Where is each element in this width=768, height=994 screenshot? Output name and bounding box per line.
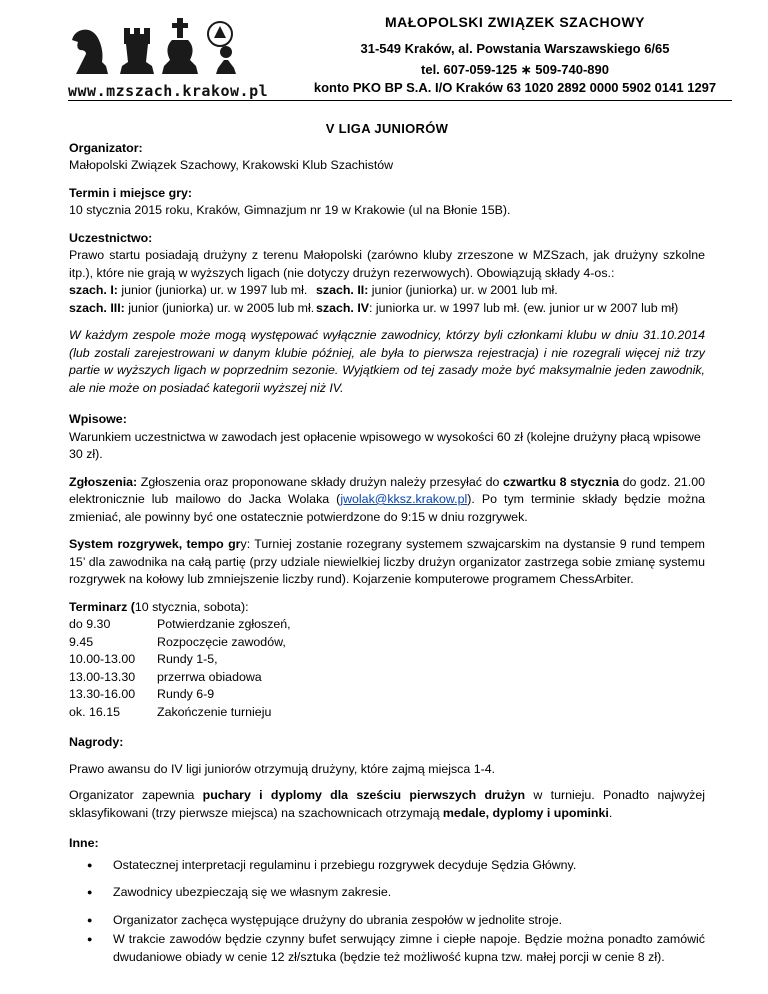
schedule-event: Rundy 6-9 — [157, 687, 215, 701]
section-fees — [69, 411, 705, 464]
board-text: : juniorka ur. w 1997 lub mł. (ew. junior ur w 2007 lub mł) — [369, 300, 679, 315]
org-bank-account: konto PKO BP S.A. I/O Kraków 63 1020 2892 0000 5902 0141 1297 — [313, 80, 717, 95]
system-heading: System rozgrywek, tempo gr — [69, 537, 241, 551]
schedule-time: 10.00-13.00 — [69, 652, 136, 666]
boards-row-1 — [69, 282, 705, 300]
board-label: szach. I: — [69, 283, 118, 297]
applications-text-2: do godz. 21.00 elektronicznie lub mailowo do Jacka Wolaka ( — [69, 474, 705, 506]
prizes-text-2a: Organizator zapewnia — [69, 788, 203, 802]
schedule-time: 13.30-16.00 — [69, 687, 136, 701]
fees-heading: Wpisowe: — [69, 412, 127, 426]
applications-text-1: Zgłoszenia oraz proponowane składy drużyn należy przesyłać do — [137, 474, 504, 489]
schedule-event: przerrwa obiadowa — [157, 669, 262, 684]
applications-heading: Zgłoszenia: — [69, 474, 138, 489]
board-text: junior (juniorka) ur. w 2005 lub mł. — [124, 300, 315, 315]
board-label: szach. III: — [69, 300, 125, 315]
chess-pieces-icon — [58, 10, 268, 80]
header-divider — [68, 100, 732, 101]
prizes-text-1: Prawo awansu do IV ligi juniorów otrzymują drużyny, które zajmą miejsca 1-4. — [69, 761, 496, 776]
board-label: szach. IV — [316, 300, 370, 315]
schedule-event: Rundy 1-5, — [157, 652, 218, 666]
schedule-heading: Terminarz ( — [69, 599, 135, 614]
eligibility-note: W każdym zespole może mogą występować wyłącznie zawodnicy, którzy byli członkami klubu w dniu 31.10.2014 (lub zostali zarejestrowani w danym klubie później, ale była to pierwsza rejestracja) i nie rozegrali więcej niż trzy partie w wyższych ligach w poprzednim sezonie. Wyjątkiem od tej zasady może być maksymalnie jeden zawodnik, ale nie może on posiadać kategorii wyższej niż IV. — [69, 328, 705, 395]
website-url: www.mzszach.krakow.pl — [68, 82, 269, 100]
participation-text: Prawo startu posiadają drużyny z terenu Małopolski (zarówno kluby zrzeszone w MZSzach, jak drużyny szkolne itp.), które nie grają w wyższych ligach (nie dotyczy drużyn rezerwowych). Obowiązują składy 4-os.: — [69, 248, 705, 280]
applications-text-3: ). Po tym terminie składy będzie można zmieniać, ale powinny być one ostatecznie potwierdzone do 9:15 w dniu rozgrywek. — [69, 492, 705, 524]
section-organizer — [69, 140, 705, 175]
page-title: V LIGA JUNIORÓW — [325, 121, 449, 136]
section-prizes — [69, 734, 705, 822]
section-other — [69, 835, 705, 966]
prizes-cups: puchary i dyplomy dla sześciu pierwszych drużyn — [202, 788, 526, 802]
section-date-place — [69, 185, 705, 220]
org-phone: tel. 607-059-125 ∗ 509-740-890 — [421, 62, 609, 77]
organizer-heading: Organizator: — [69, 140, 143, 155]
list-item: ● Zawodnicy ubezpieczają się we własnym zakresie. — [113, 884, 705, 902]
contact-email-link[interactable]: jwolak@kksz.krakow.pl — [340, 492, 468, 506]
org-name: MAŁOPOLSKI ZWIĄZEK SZACHOWY — [384, 14, 646, 30]
date-place-heading: Termin i miejsce gry: — [69, 185, 193, 200]
boards-row-2 — [69, 300, 705, 318]
schedule-event: Rozpoczęcie zawodów, — [157, 634, 286, 649]
prizes-medals: medale, dyplomy i upominki — [442, 805, 609, 820]
prizes-text-2c: w turnieju. Ponadto najwyżej sklasyfikowani (trzy pierwsze miejsca) na szachownicach otrzymają — [69, 788, 705, 820]
list-item: ● Organizator zachęca występujące drużyny do ubrania zespołów w jednolite stroje. — [113, 912, 705, 930]
schedule-event: Potwierdzanie zgłoszeń, — [157, 617, 291, 631]
board-text: junior (juniorka) ur. w 1997 lub mł. — [117, 283, 308, 297]
schedule-event: Zakończenie turnieju — [157, 704, 272, 719]
applications-deadline: czwartku 8 stycznia — [503, 474, 620, 489]
participation-heading: Uczestnictwo: — [69, 230, 153, 245]
schedule-time: ok. 16.15 — [69, 704, 120, 719]
letterhead — [0, 0, 768, 102]
system-text: : Turniej zostanie rozegrany systemem szwajcarskim na dystansie 9 rund tempem 15’ dla zawodnika na całą partię (przy udziale niewielkiej liczby drużyn organizator zastrzega sobie zmianę systemu rozgrywek na kołowy lub zmniejszenie liczby rund). Kojarzenie komputerowe programem ChessArbiter. — [69, 537, 706, 586]
list-item: ● Ostatecznej interpretacji regulaminu i przebiegu rozgrywek decyduje Sędzia Główny. — [113, 857, 705, 875]
other-heading: Inne: — [69, 836, 99, 850]
system-heading-tail: y — [240, 537, 247, 551]
fees-text: Warunkiem uczestnictwa w zawodach jest opłacenie wpisowego w wysokości 60 zł (kolejne drużyny płacą wpisowe 30 zł). — [69, 429, 701, 461]
schedule-table — [69, 616, 705, 721]
section-schedule — [69, 599, 705, 722]
schedule-time: 9.45 — [69, 634, 94, 649]
schedule-time: do 9.30 — [69, 617, 111, 631]
prizes-text-2e: . — [608, 805, 613, 820]
schedule-time: 13.00-13.30 — [69, 669, 136, 684]
list-item: ● W trakcie zawodów będzie czynny bufet serwujący zimne i ciepłe napoje. Będzie można ponadto zamówić dwudaniowe obiady w cenie 12 zł/sztuka (będzie też możliwość kupna tzw. małej porcji w cenie 8 zł). — [113, 931, 705, 966]
chess-logo — [58, 10, 268, 102]
board-text: junior (juniorka) ur. w 2001 lub mł. — [368, 283, 558, 297]
section-participation — [69, 230, 705, 398]
org-address: 31-549 Kraków, al. Powstania Warszawskiego 6/65 — [360, 41, 670, 56]
prizes-heading: Nagrody: — [69, 735, 124, 749]
schedule-heading-date: 10 stycznia, sobota): — [134, 599, 249, 614]
date-place-text: 10 stycznia 2015 roku, Kraków, Gimnazjum nr 19 w Krakowie (ul na Błonie 15B). — [69, 203, 511, 217]
organizer-text: Małopolski Związek Szachowy, Krakowski Klub Szachistów — [69, 158, 394, 172]
other-list — [69, 857, 705, 967]
regulations-body — [69, 120, 705, 971]
board-label: szach. II: — [316, 283, 369, 297]
section-system — [69, 536, 705, 589]
section-applications — [69, 474, 705, 527]
